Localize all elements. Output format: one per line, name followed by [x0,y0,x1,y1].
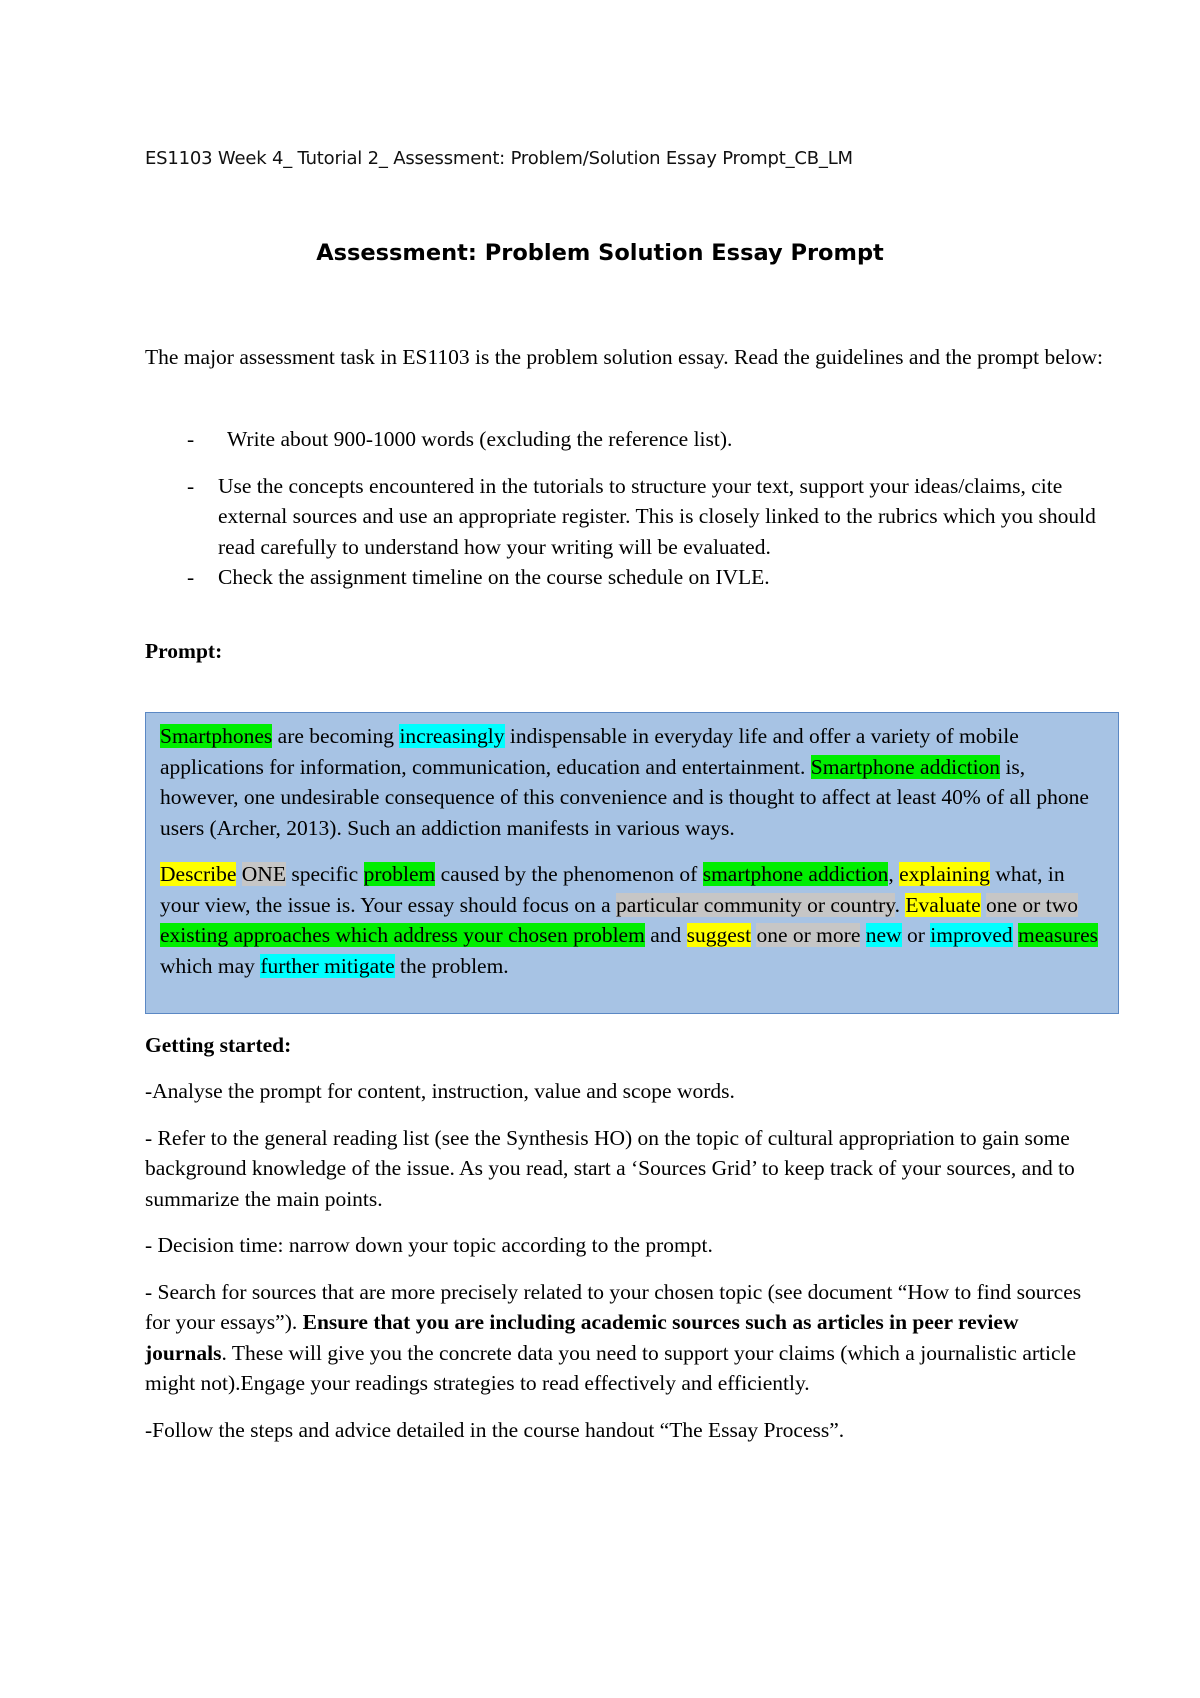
highlighted-phrase: particular community or country [616,892,895,917]
highlighted-phrase: measures [1018,923,1099,947]
bullet-dash: - [187,473,195,498]
getting-started-item [145,1415,1105,1446]
guidelines-list [145,424,1105,593]
guideline-text: Write about 900-1000 words (excluding the reference list). [227,427,733,451]
getting-started-item [145,1123,1105,1215]
prompt-paragraph-task [160,859,1104,981]
highlighted-phrase: explaining [899,862,990,886]
document-header: ES1103 Week 4_ Tutorial 2_ Assessment: Problem/Solution Essay Prompt_CB_LM [145,148,853,169]
prompt-paragraph-context [160,721,1104,843]
item-text: -Follow the steps and advice detailed in the course handout “The Essay Process”. [145,1417,845,1442]
prompt-text-run: are becoming [272,724,400,748]
highlighted-phrase: one or more [756,923,861,947]
prompt-text-run: or [901,923,931,947]
highlighted-phrase: Smartphones [160,724,273,748]
highlighted-phrase: one or two [986,892,1078,917]
getting-started-heading: Getting started: [145,1033,292,1057]
guideline-item [145,562,1105,593]
bullet-dash: - [187,427,195,451]
prompt-text-run: what, in your view, the issue is. Your essay should focus on a [160,862,1065,917]
highlighted-phrase: further mitigate [260,953,395,978]
intro-paragraph: The major assessment task in ES1103 is the problem solution essay. Read the guidelines and the prompt below: [145,345,1103,369]
prompt-text-run: indispensable in everyday life and offer a variety of mobile applications for information, communication, education and entertainment. [160,724,1019,779]
highlighted-phrase: problem [363,862,436,886]
highlighted-phrase: suggest [686,923,752,947]
guideline-item [145,424,1105,455]
prompt-text-run: the problem. [394,953,509,978]
highlighted-phrase: Evaluate [905,892,981,917]
prompt-text-run: which may [160,953,261,978]
emphasis-text: Ensure that you are including academic sources such as articles in peer review journals [145,1310,1019,1365]
getting-started-list [145,1076,1105,1461]
guideline-text: Use the concepts encountered in the tutorials to structure your text, support your ideas/claims, cite external sources and use an appropriate register. This is closely linked to the rubrics which you should read carefully to understand how your writing will be evaluated. [218,473,1096,559]
prompt-text-run: is, however, one undesirable consequence of this convenience and is thought to affect at least 40% of all phone users (Archer, 2013). Such an addiction manifests in various ways. [160,754,1089,840]
highlighted-phrase: increasingly [399,724,505,748]
bullet-dash: - [187,565,195,589]
item-text: - Decision time: narrow down your topic according to the prompt. [145,1233,713,1257]
getting-started-item [145,1076,1105,1107]
page-title: Assessment: Problem Solution Essay Prompt [316,240,884,266]
prompt-text-run: specific [285,862,364,886]
prompt-text-run [860,923,865,947]
highlighted-phrase: ONE [241,862,286,886]
item-text: -Analyse the prompt for content, instruction, value and scope words. [145,1079,735,1103]
prompt-heading: Prompt: [145,639,223,663]
item-text: . These will give you the concrete data you need to support your claims (which a journalistic article might not).Engage your readings strategies to read effectively and efficiently. [145,1340,1077,1395]
guideline-item [145,471,1105,563]
prompt-text-run: , [888,862,900,886]
prompt-text-run [236,862,241,886]
item-text: - Refer to the general reading list (see the Synthesis HO) on the topic of cultural appropriation to gain some background knowledge of the issue. As you read, start a ‘Sources Grid’ to keep track of your sources, and to summarize the main points. [145,1125,1075,1211]
getting-started-item [145,1230,1105,1261]
guideline-text: Check the assignment timeline on the course schedule on IVLE. [218,565,770,589]
highlighted-phrase: Smartphone addiction [810,754,1001,779]
highlighted-phrase: smartphone addiction [702,862,889,886]
prompt-text-run: caused by the phenomenon of [435,862,703,886]
highlighted-phrase: improved [930,923,1013,947]
getting-started-item [145,1277,1105,1399]
highlighted-phrase: Describe [160,862,237,886]
highlighted-phrase: new [865,923,902,947]
prompt-text-run: and [644,923,687,947]
highlighted-phrase: existing approaches which address your chosen problem [160,923,645,947]
prompt-box [145,712,1119,1014]
prompt-text-run: . [894,892,906,917]
item-text: - Search for sources that are more precisely related to your chosen topic (see document “How to find sources for your essays”). [145,1279,1082,1334]
